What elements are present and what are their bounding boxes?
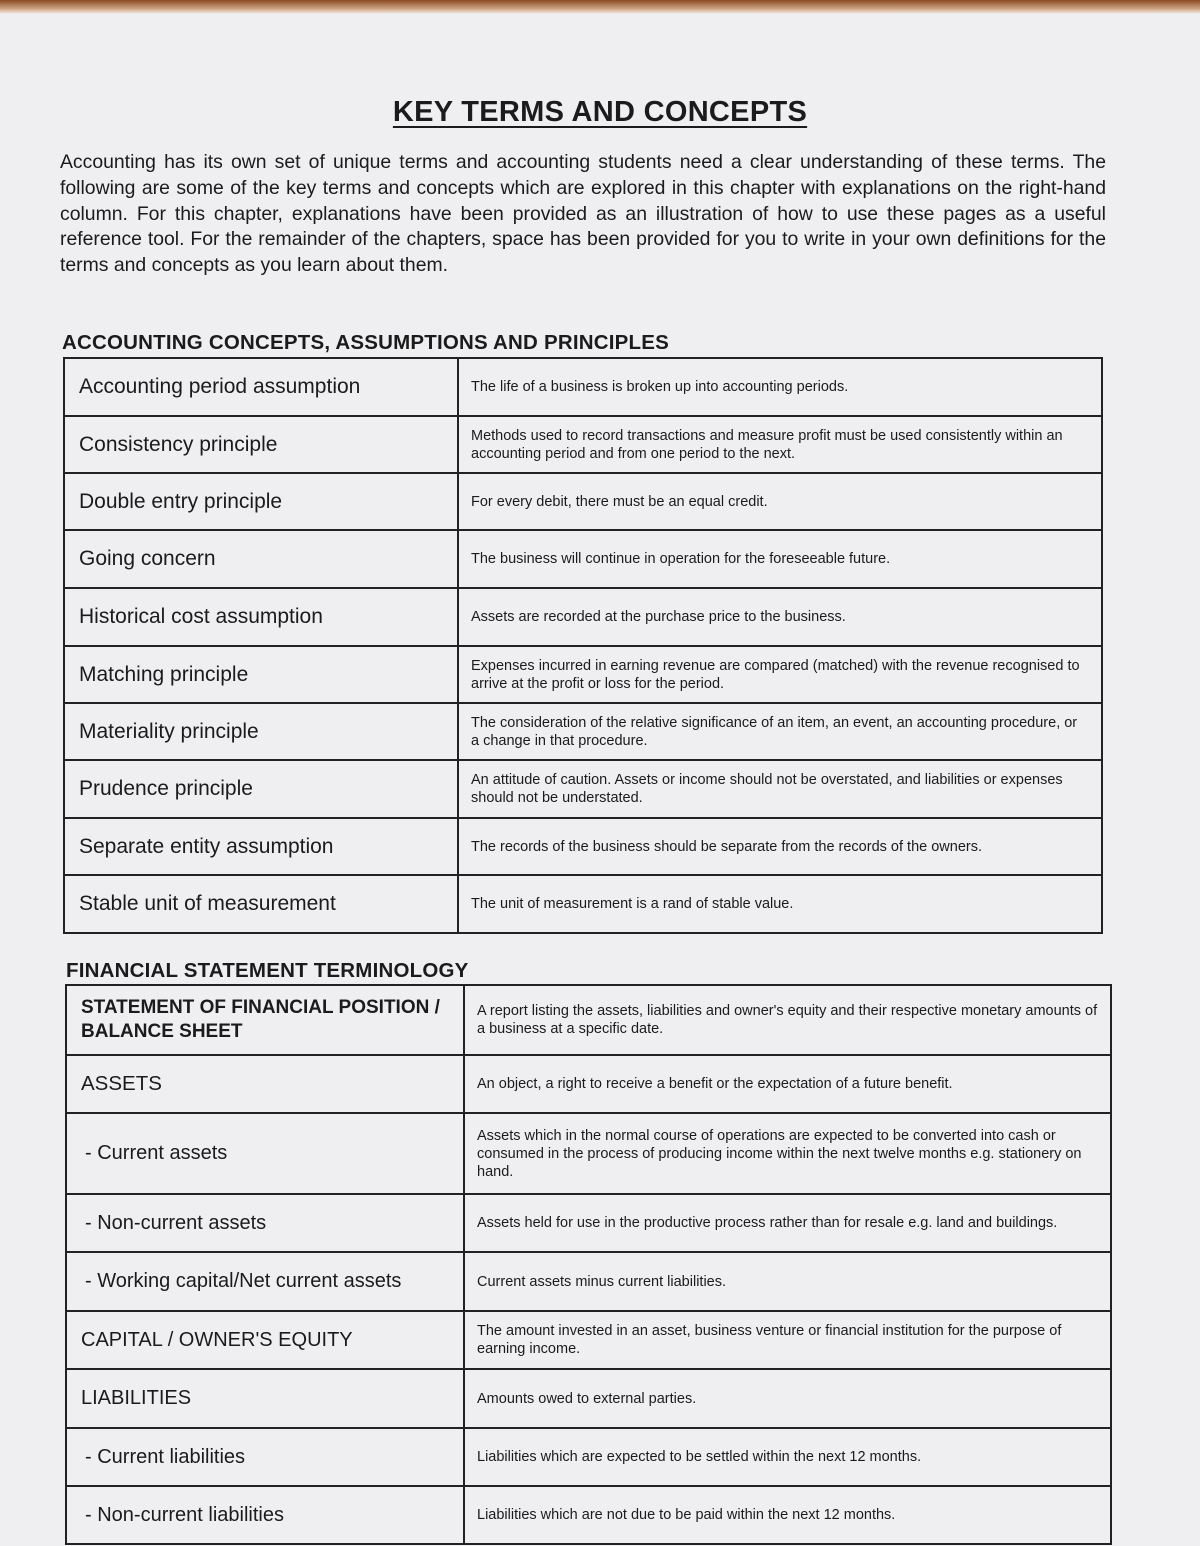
table-row bbox=[66, 1369, 1111, 1428]
term-cell: Accounting period assumption bbox=[64, 358, 458, 416]
definition-cell: Expenses incurred in earning revenue are compared (matched) with the revenue recognised to arrive at the profit or loss for the period. bbox=[458, 646, 1102, 703]
definition-cell: The records of the business should be separate from the records of the owners. bbox=[458, 818, 1102, 875]
table-row bbox=[66, 1486, 1111, 1544]
definition-cell: Liabilities which are expected to be settled within the next 12 months. bbox=[464, 1428, 1111, 1486]
term-cell: Materiality principle bbox=[64, 703, 458, 760]
table-row bbox=[64, 588, 1102, 646]
table-row bbox=[64, 703, 1102, 760]
page-edge bbox=[0, 0, 1200, 14]
term-cell: Stable unit of measurement bbox=[64, 875, 458, 933]
definition-cell: The amount invested in an asset, business venture or financial institution for the purpose of earning income. bbox=[464, 1311, 1111, 1369]
definition-cell: The consideration of the relative significance of an item, an event, an accounting procedure, or a change in that procedure. bbox=[458, 703, 1102, 760]
term-cell: LIABILITIES bbox=[66, 1369, 464, 1428]
term-cell: STATEMENT OF FINANCIAL POSITION / BALANCE SHEET bbox=[66, 985, 464, 1055]
definition-cell: The life of a business is broken up into accounting periods. bbox=[458, 358, 1102, 416]
concepts-table bbox=[63, 357, 1103, 934]
term-cell: Double entry principle bbox=[64, 473, 458, 530]
definition-cell: Current assets minus current liabilities. bbox=[464, 1252, 1111, 1311]
table-row bbox=[64, 530, 1102, 588]
definition-cell: The unit of measurement is a rand of stable value. bbox=[458, 875, 1102, 933]
table-row bbox=[64, 358, 1102, 416]
definition-cell: Amounts owed to external parties. bbox=[464, 1369, 1111, 1428]
table-row bbox=[64, 760, 1102, 818]
term-cell: Consistency principle bbox=[64, 416, 458, 473]
term-cell: - Working capital/Net current assets bbox=[66, 1252, 464, 1311]
definition-cell: A report listing the assets, liabilities and owner's equity and their respective monetary amounts of a business at a specific date. bbox=[464, 985, 1111, 1055]
definition-cell: An attitude of caution. Assets or income should not be overstated, and liabilities or expenses should not be understated. bbox=[458, 760, 1102, 818]
definition-cell: Assets are recorded at the purchase price to the business. bbox=[458, 588, 1102, 646]
section-heading-financial: FINANCIAL STATEMENT TERMINOLOGY bbox=[66, 959, 469, 982]
intro-paragraph: Accounting has its own set of unique terms and accounting students need a clear understanding of these terms. The following are some of the key terms and concepts which are explored in this chapter with explanations on the right-hand column. For this chapter, explanations have been provided as an illustration of how to use these pages as a useful reference tool. For the remainder of the chapters, space has been provided for you to write in your own definitions for the terms and concepts as you learn about them. bbox=[60, 151, 1106, 277]
definition-cell: For every debit, there must be an equal credit. bbox=[458, 473, 1102, 530]
term-cell: Prudence principle bbox=[64, 760, 458, 818]
term-cell: Matching principle bbox=[64, 646, 458, 703]
table-row bbox=[66, 1252, 1111, 1311]
definition-cell: Assets held for use in the productive process rather than for resale e.g. land and buildings. bbox=[464, 1194, 1111, 1252]
term-cell: CAPITAL / OWNER'S EQUITY bbox=[66, 1311, 464, 1369]
definition-cell: The business will continue in operation for the foreseeable future. bbox=[458, 530, 1102, 588]
page-title: KEY TERMS AND CONCEPTS bbox=[392, 96, 808, 128]
term-cell: Going concern bbox=[64, 530, 458, 588]
table-row bbox=[64, 473, 1102, 530]
table-row bbox=[64, 818, 1102, 875]
term-cell: ASSETS bbox=[66, 1055, 464, 1113]
term-cell: Historical cost assumption bbox=[64, 588, 458, 646]
definition-cell: Liabilities which are not due to be paid within the next 12 months. bbox=[464, 1486, 1111, 1544]
table-row bbox=[64, 646, 1102, 703]
table-row bbox=[66, 1428, 1111, 1486]
table-row bbox=[66, 1055, 1111, 1113]
term-cell: - Non-current assets bbox=[66, 1194, 464, 1252]
term-cell: - Non-current liabilities bbox=[66, 1486, 464, 1544]
definition-cell: Assets which in the normal course of operations are expected to be converted into cash or consumed in the process of producing income within the next twelve months e.g. stationery on hand. bbox=[464, 1113, 1111, 1194]
definition-cell: An object, a right to receive a benefit or the expectation of a future benefit. bbox=[464, 1055, 1111, 1113]
table-row bbox=[66, 985, 1111, 1055]
definition-cell: Methods used to record transactions and measure profit must be used consistently within an accounting period and from one period to the next. bbox=[458, 416, 1102, 473]
table-row bbox=[66, 1311, 1111, 1369]
table-row bbox=[66, 1113, 1111, 1194]
term-cell: - Current assets bbox=[66, 1113, 464, 1194]
financial-terms-table bbox=[65, 984, 1112, 1545]
term-cell: Separate entity assumption bbox=[64, 818, 458, 875]
table-row bbox=[64, 416, 1102, 473]
table-row bbox=[64, 875, 1102, 933]
term-cell: - Current liabilities bbox=[66, 1428, 464, 1486]
table-row bbox=[66, 1194, 1111, 1252]
section-heading-concepts: ACCOUNTING CONCEPTS, ASSUMPTIONS AND PRINCIPLES bbox=[62, 331, 669, 354]
